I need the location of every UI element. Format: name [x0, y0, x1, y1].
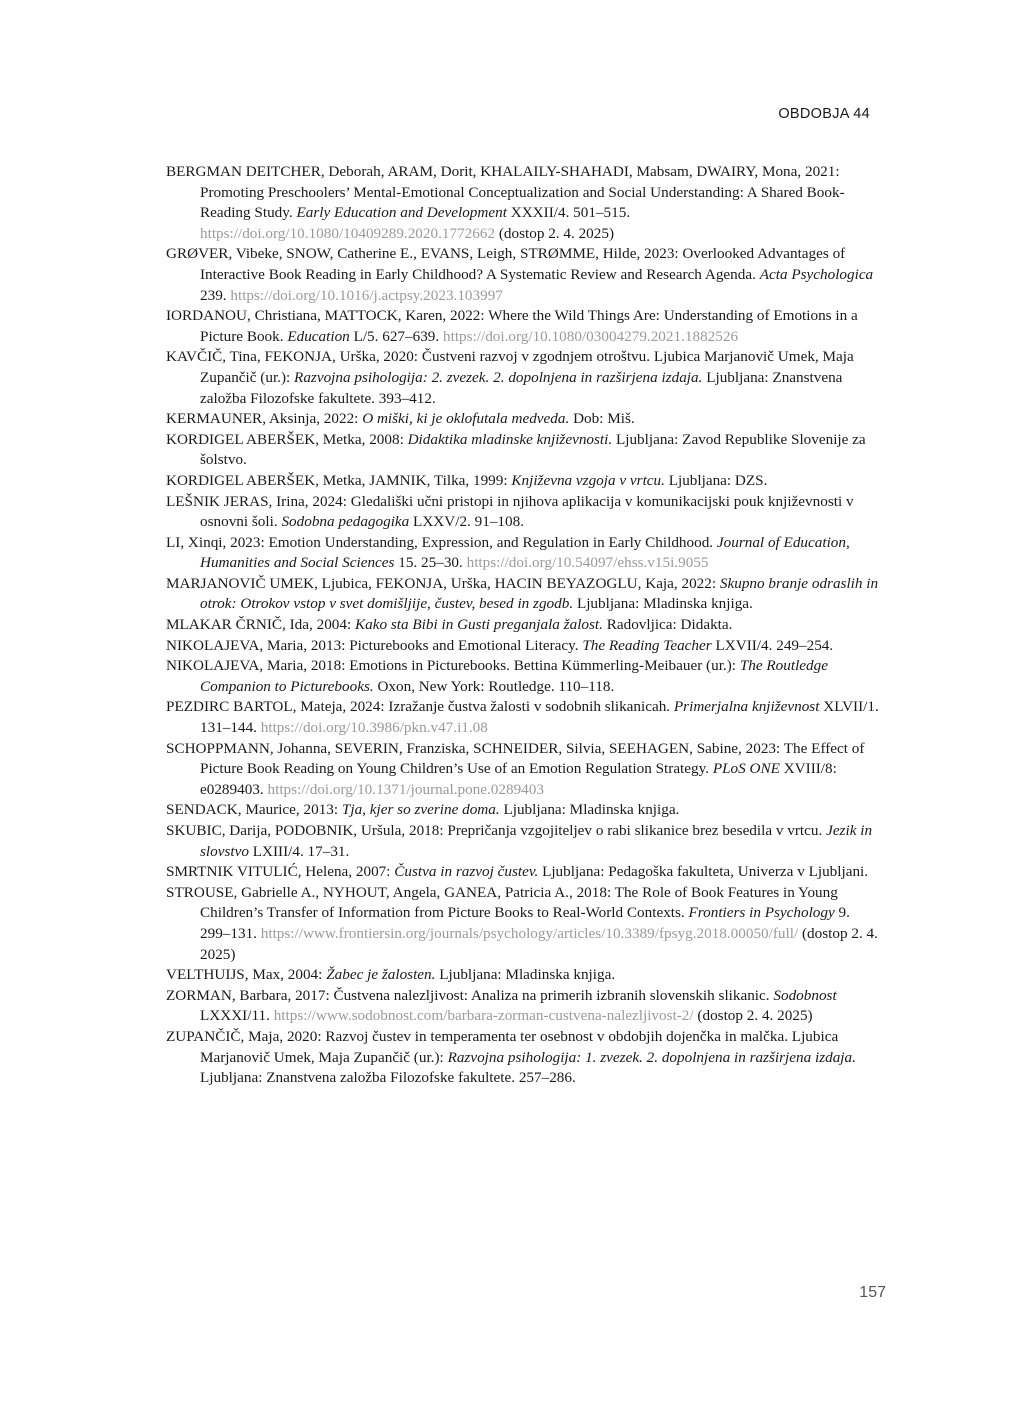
ref-authors: KERMAUNER, Aksinja, 2022:	[166, 410, 359, 428]
ref-authors: SCHOPPMANN, Johanna, SEVERIN, Franziska, SCHNEIDER, Silvia, SEEHAGEN, Sabine, 2023: The Effect of Picture Book Reading on Young Children’s Use of an Emotion Regulation Strategy.	[166, 739, 865, 778]
ref-details: Oxon, New York: Routledge. 110–118.	[377, 677, 615, 695]
ref-source: Književna vzgoja v vrtcu.	[511, 471, 665, 489]
ref-source: Tja, kjer so zverine doma.	[341, 801, 500, 819]
reference-item	[166, 306, 884, 347]
ref-details: LXIII/4. 17–31.	[252, 842, 350, 860]
ref-url[interactable]: https://doi.org/10.54097/ehss.v15i.9055	[466, 554, 709, 572]
ref-authors: KAVČIČ, Tina, FEKONJA, Urška, 2020: Čustveni razvoj v zgodnjem otroštvu. Ljubica Marjanovič Umek, Maja Zupančič (ur.):	[166, 348, 854, 386]
reference-item	[166, 965, 884, 986]
ref-url[interactable]: https://doi.org/10.1016/j.actpsy.2023.103997	[230, 286, 503, 304]
ref-authors: PEZDIRC BARTOL, Mateja, 2024: Izražanje čustva žalosti v sodobnih slikanicah.	[166, 698, 671, 716]
reference-item	[166, 739, 884, 801]
reference-item	[166, 430, 884, 471]
reference-item	[166, 656, 884, 697]
ref-authors: ZORMAN, Barbara, 2017: Čustvena nalezljivost: Analiza na primerih izbranih slovenskih slikanic.	[166, 986, 770, 1004]
ref-url[interactable]: https://www.sodobnost.com/barbara-zorman-custvena-nalezljivost-2/	[273, 1007, 694, 1025]
ref-authors: MARJANOVIČ UMEK, Ljubica, FEKONJA, Urška, HACIN BEYAZOGLU, Kaja, 2022:	[166, 574, 717, 592]
running-header: OBDOBJA 44	[778, 106, 870, 122]
page-number: 157	[859, 1284, 886, 1301]
ref-source: Razvojna psihologija: 1. zvezek. 2. dopolnjena in razširjena izdaja.	[447, 1048, 856, 1066]
ref-authors: KORDIGEL ABERŠEK, Metka, 2008:	[166, 430, 404, 448]
ref-authors: NIKOLAJEVA, Maria, 2013: Picturebooks and Emotional Literacy.	[166, 636, 579, 654]
ref-source: Sodobnost	[773, 986, 837, 1004]
ref-details: 9. 299–131.	[200, 904, 850, 942]
reference-item	[166, 533, 884, 574]
ref-details: Ljubljana: Zavod Republike Slovenije za šolstvo.	[200, 430, 866, 469]
ref-source: Education	[287, 327, 350, 345]
ref-source: Skupno branje odraslih in otrok: Otrokov vstop v svet domišljije, čustev, besed in zgodb.	[200, 574, 879, 613]
ref-details: Ljubljana: Pedagoška fakulteta, Univerza v Ljubljani.	[542, 863, 869, 881]
ref-source: Frontiers in Psychology	[688, 904, 835, 922]
ref-authors: LI, Xinqi, 2023: Emotion Understanding, Expression, and Regulation in Early Childhood.	[166, 533, 714, 551]
ref-authors: ZUPANČIČ, Maja, 2020: Razvoj čustev in temperamenta ter osebnost v obdobjih dojenčka in malčka. Ljubica Marjanovič Umek, Maja Zupančič (ur.):	[166, 1027, 839, 1066]
reference-item	[166, 574, 884, 615]
reference-item	[166, 244, 884, 306]
ref-details: Ljubljana: Znanstvena založba Filozofske fakultete. 257–286.	[200, 1069, 576, 1087]
ref-authors: SKUBIC, Darija, PODOBNIK, Uršula, 2018: Prepričanja vzgojiteljev o rabi slikanice brez besedila v vrtcu.	[166, 822, 823, 839]
ref-source: Jezik in slovstvo	[200, 822, 873, 860]
ref-authors: KORDIGEL ABERŠEK, Metka, JAMNIK, Tilka, 1999:	[166, 471, 508, 489]
reference-item	[166, 862, 884, 883]
ref-source: The Routledge Companion to Picturebooks.	[200, 657, 828, 695]
reference-item	[166, 409, 884, 430]
ref-access: (dostop 2. 4. 2025)	[498, 224, 615, 242]
ref-details: Ljubljana: Znanstvena založba Filozofske fakultete. 393–412.	[200, 368, 843, 407]
ref-url[interactable]: https://www.frontiersin.org/journals/psychology/articles/10.3389/fpsyg.2018.00050/full/	[260, 924, 799, 942]
ref-url[interactable]: https://doi.org/10.1080/10409289.2020.1772662	[200, 224, 496, 242]
ref-details: LXXV/2. 91–108.	[413, 513, 524, 531]
ref-details: LXVII/4. 249–254.	[715, 636, 834, 654]
ref-url[interactable]: https://doi.org/10.3986/pkn.v47.i1.08	[260, 719, 488, 737]
ref-source: Primerjalna književnost	[673, 698, 820, 716]
ref-source: PLoS ONE	[712, 760, 780, 778]
ref-details: Ljubljana: Mladinska knjiga.	[576, 595, 753, 613]
ref-source: Razvojna psihologija: 2. zvezek. 2. dopolnjena in razširjena izdaja.	[294, 368, 703, 386]
ref-details: Ljubljana: Mladinska knjiga.	[503, 801, 680, 819]
ref-authors: SENDACK, Maurice, 2013:	[166, 801, 339, 819]
reference-item	[166, 883, 884, 965]
reference-item	[166, 492, 884, 533]
ref-authors: SMRTNIK VITULIĆ, Helena, 2007:	[166, 863, 391, 881]
reference-item	[166, 986, 884, 1027]
ref-access: (dostop 2. 4. 2025)	[697, 1007, 813, 1025]
ref-authors: STROUSE, Gabrielle A., NYHOUT, Angela, GANEA, Patricia A., 2018: The Role of Book Features in Young Children’s Transfer of Information from Picture Books to Real-World Contexts.	[166, 883, 838, 922]
ref-access: (dostop 2. 4. 2025)	[200, 924, 878, 963]
ref-authors: IORDANOU, Christiana, MATTOCK, Karen, 2022: Where the Wild Things Are: Understanding of Emotions in a Picture Book.	[166, 307, 858, 345]
ref-authors: NIKOLAJEVA, Maria, 2018: Emotions in Picturebooks. Bettina Kümmerling-Meibauer (ur.):	[166, 657, 737, 675]
ref-details: Ljubljana: Mladinska knjiga.	[439, 966, 616, 984]
reference-item	[166, 636, 884, 657]
reference-list	[166, 162, 884, 1089]
ref-details: Dob: Miš.	[573, 410, 635, 428]
reference-item	[166, 1027, 884, 1089]
reference-item	[166, 800, 884, 821]
reference-item	[166, 347, 884, 409]
ref-details: 15. 25–30.	[398, 554, 463, 572]
ref-source: Kako sta Bibi in Gusti preganjala žalost.	[355, 616, 603, 634]
ref-source: Čustva in razvoj čustev.	[394, 863, 539, 881]
ref-url[interactable]: https://doi.org/10.1080/03004279.2021.1882526	[443, 327, 739, 345]
reference-item	[166, 697, 884, 738]
ref-source: O miški, ki je oklofutala medveda.	[362, 410, 570, 428]
ref-details: 239.	[200, 286, 227, 304]
ref-details: XVIII/8: e0289403.	[200, 760, 837, 798]
ref-details: LXXXI/11.	[200, 1007, 270, 1025]
ref-authors: MLAKAR ČRNIČ, Ida, 2004:	[166, 616, 352, 634]
reference-item	[166, 821, 884, 862]
ref-source: Acta Psychologica	[759, 265, 874, 283]
ref-authors: GRØVER, Vibeke, SNOW, Catherine E., EVANS, Leigh, STRØMME, Hilde, 2023: Overlooked Advantages of Interactive Book Reading in Early Childhood? A Systematic Review and Research Agenda.	[166, 245, 846, 283]
ref-url[interactable]: https://doi.org/10.1371/journal.pone.0289403	[267, 780, 544, 798]
reference-item	[166, 162, 884, 244]
ref-details: Radovljica: Didakta.	[606, 616, 733, 634]
ref-authors: LEŠNIK JERAS, Irina, 2024: Gledališki učni pristopi in njihova aplikacija v komunikacijski pouk književnosti v osnovni šoli.	[166, 492, 854, 531]
ref-source: Žabec je žalosten.	[326, 966, 436, 984]
ref-source: Didaktika mladinske književnosti.	[407, 430, 613, 448]
ref-authors: BERGMAN DEITCHER, Deborah, ARAM, Dorit, KHALAILY-SHAHADI, Mabsam, DWAIRY, Mona, 2021: Promoting Preschoolers’ Mental-Emotional Conceptualization and Social Understanding: A Shared Book-Reading Study.	[166, 163, 845, 222]
ref-source: Early Education and Development	[296, 204, 507, 222]
ref-source: The Reading Teacher	[582, 636, 712, 654]
ref-details: XXXII/4. 501–515.	[510, 204, 631, 222]
reference-item	[166, 471, 884, 492]
ref-details: L/5. 627–639.	[353, 327, 440, 345]
ref-details: Ljubljana: DZS.	[668, 471, 768, 489]
ref-details: XLVII/1. 131–144.	[200, 698, 879, 737]
ref-source: Journal of Education, Humanities and Social Sciences	[200, 533, 850, 572]
ref-authors: VELTHUIJS, Max, 2004:	[166, 966, 323, 984]
ref-source: Sodobna pedagogika	[281, 513, 410, 531]
reference-item	[166, 615, 884, 636]
